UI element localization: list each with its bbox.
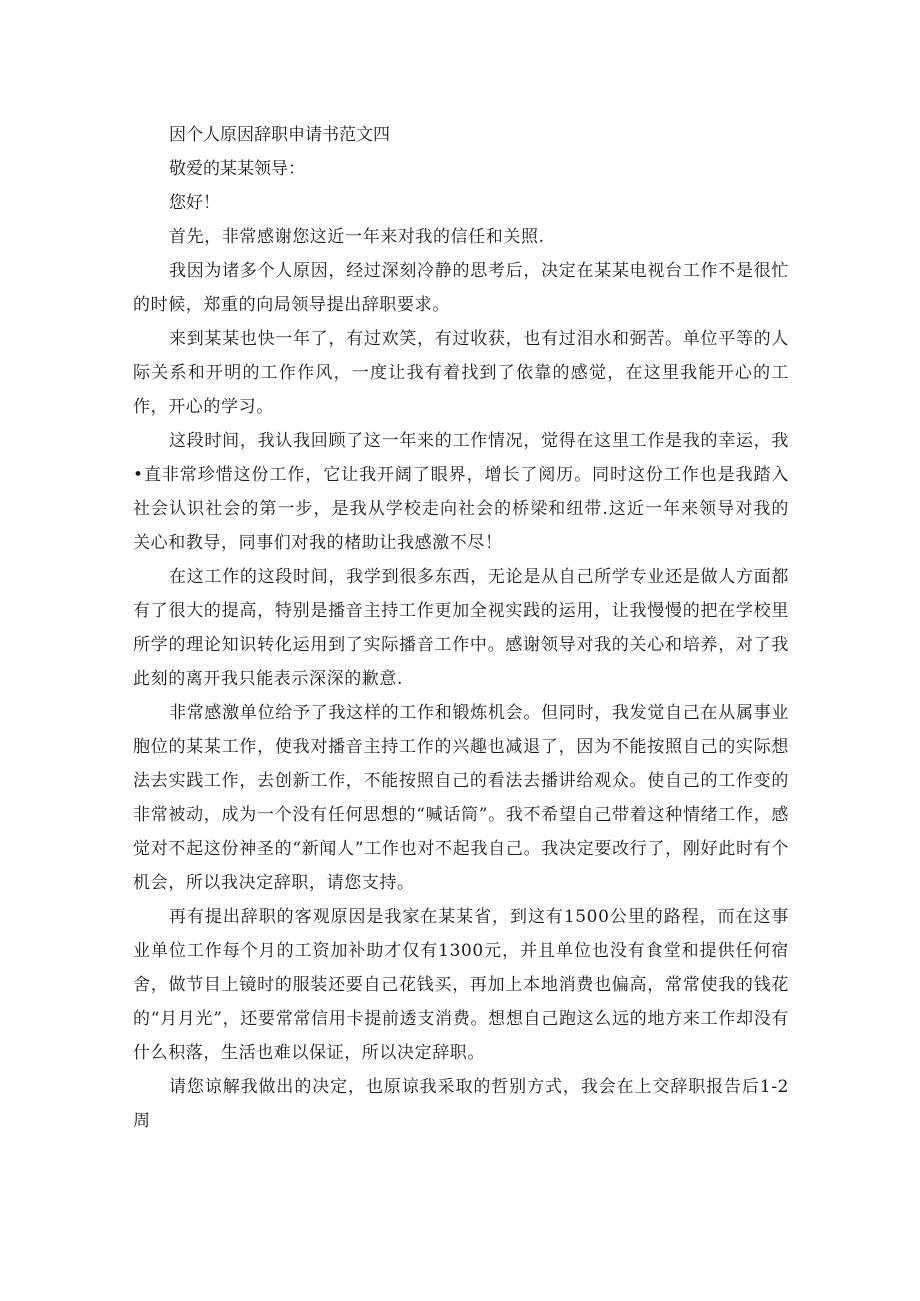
paragraph-closing: 请您谅解我做出的决定，也原谅我采取的哲别方式，我会在上交辞职报告后1-2周 [133, 1077, 789, 1131]
salutation: 敬爱的某某领导： [169, 159, 305, 179]
paragraph-objective-reason: 再有提出辞职的客观原因是我家在某某省，到这有1500公里的路程，而在这事业单位工作每个月的工资加补助才仅有1300元，并且单位也没有食堂和提供任何宿舍，做节目上镜时的服装还要自己花钱买，再加上本地消费也偏高，常常使我的钱花的“月月光”，还要常常信用卡提前透支消费。想想自己跑这么远的地方来工作却没有什么积落，生活也难以保证，所以决定辞职。 [133, 907, 789, 1063]
greeting: 您好！ [169, 193, 220, 213]
paragraph-experience: 来到某某也快一年了，有过欢笑，有过收获，也有过泪水和弼苦。单位平等的人际关系和开明的工作作风，一度让我有着找到了依靠的感觉，在这里我能开心的工作，开心的学习。 [133, 329, 789, 417]
paragraph-review: 这段时间，我认我回顾了这一年来的工作情况，觉得在这里工作是我的幸运，我•直非常珍惜这份工作，它让我开阔了眼界，增长了阅历。同时这份工作也是我踏入社会认识社会的第一步，是我从学校走向社会的桥梁和纽带.这近一年来领导对我的关心和教导，同事们对我的楮助让我感激不尽！ [133, 431, 789, 553]
paragraph-thanks: 首先，非常感谢您这近一年来对我的信任和关照. [169, 227, 545, 247]
paragraph-gratitude: 非常感激单位给予了我这样的工作和锻炼机会。但同时，我发觉自己在从属事业胞位的某某工作，使我对播音主持工作的兴趣也减退了，因为不能按照自己的实际想法去实践工作，去创新工作，不能按照自己的看法去播讲给观众。使自己的工作变的非常被动，成为一个没有任何思想的“喊话筒”。我不希望自己带着这种情绪工作，感觉对不起这份神圣的“新闻人”工作也对不起我自己。我决定要改行了，刚好此时有个机会，所以我决定辞职，请您支持。 [133, 703, 789, 893]
document-title: 因个人原因辞职申请书范文四 [169, 125, 390, 145]
document-body [133, 118, 789, 1138]
paragraph-learning: 在这工作的这段时间，我学到很多东西，无论是从自己所学专业还是做人方面都有了很大的提高，特别是播音主持工作更加全视实践的运用，让我慢慢的把在学校里所学的理论知识转化运用到了实际播音工作中。感谢领导对我的关心和培养，对了我此刻的离开我只能表示深深的歉意. [133, 567, 789, 689]
paragraph-reason: 我因为诸多个人原因，经过深刻冷静的思考后，决定在某某电视台工作不是很忙的时候，郑重的向局领导提出辞职要求。 [133, 261, 789, 315]
